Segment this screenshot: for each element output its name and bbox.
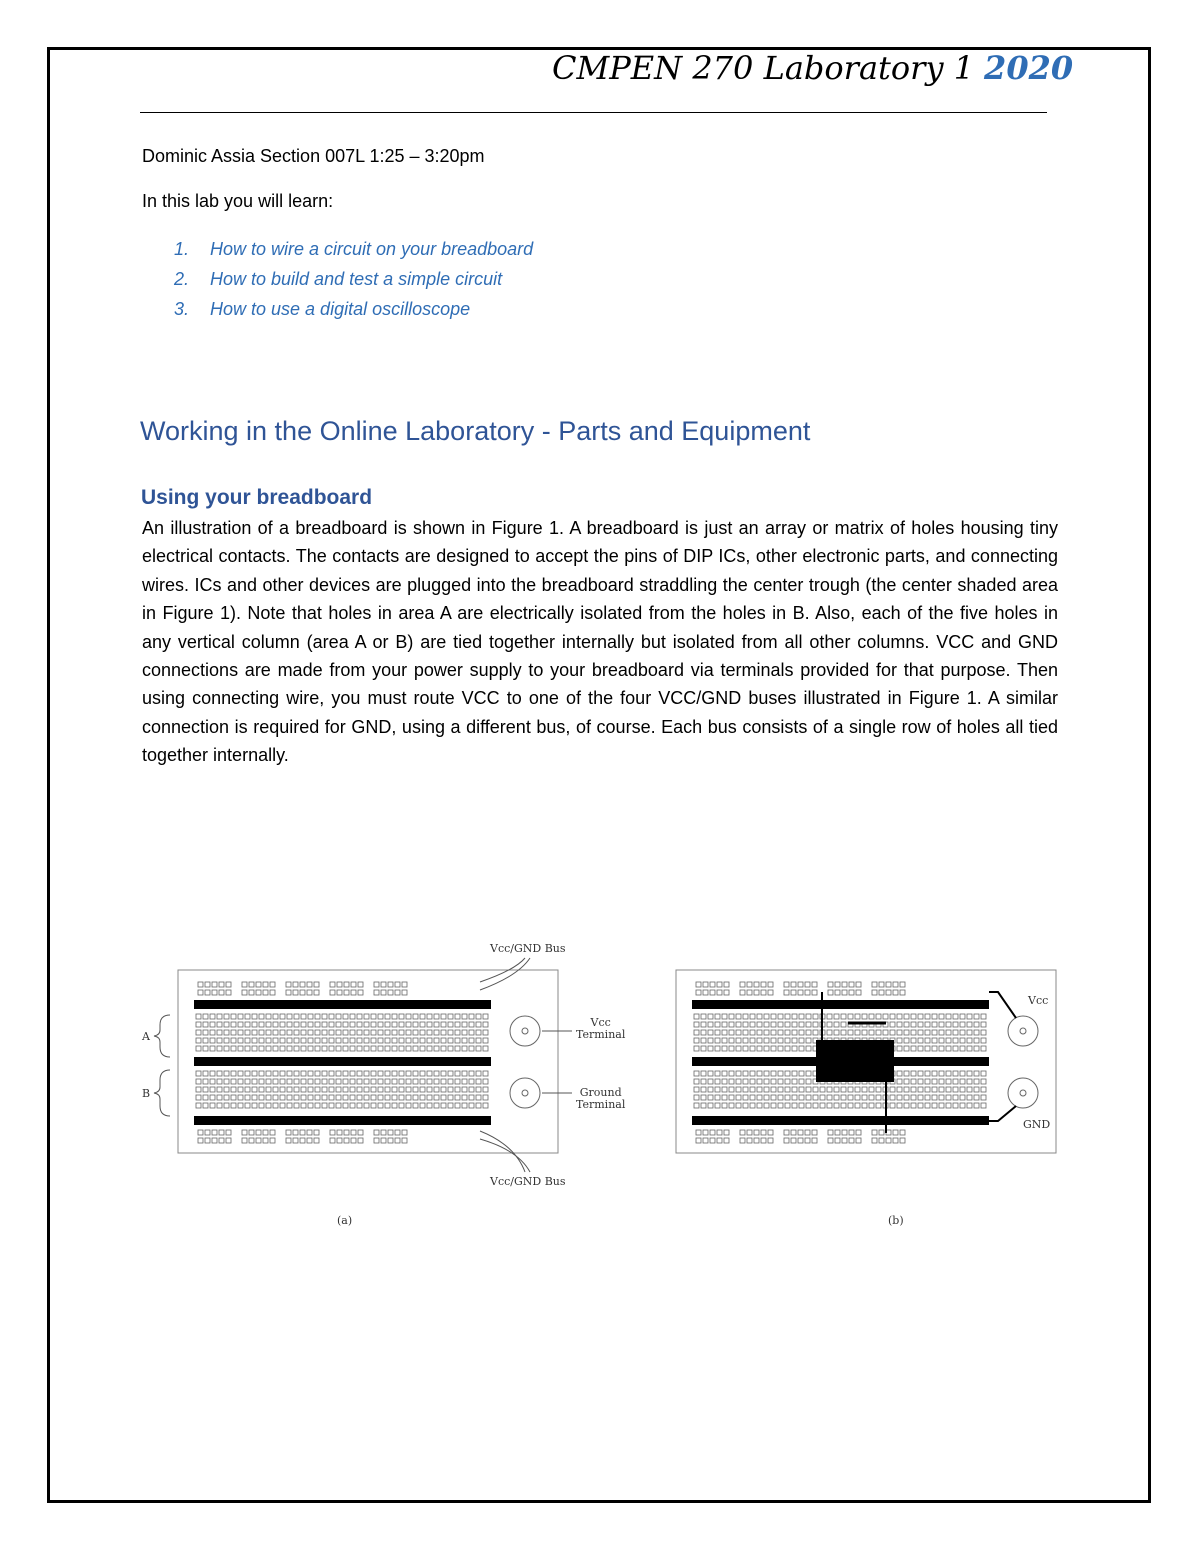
brace-a (154, 1015, 170, 1057)
bus-label-bottom: Vcc/GND Bus (490, 1175, 566, 1188)
author-line: Dominic Assia Section 007L 1:25 – 3:20pm (142, 146, 485, 166)
caption-a: (a) (337, 1214, 353, 1227)
board-a-top-bus-bar (194, 1000, 491, 1009)
vcc-label: Vcc (1028, 994, 1049, 1007)
page-title: CMPEN 270 Laboratory 1 2020 (552, 49, 1074, 87)
ground-terminal-label: Ground Terminal (576, 1086, 626, 1111)
vcc-terminal-label: Vcc Terminal (576, 1016, 626, 1041)
intro-text: In this lab you will learn: (142, 191, 334, 211)
caption-b: (b) (888, 1214, 904, 1227)
breadboard-illustration (130, 930, 1070, 1240)
board-b-bottom-bus-bar (692, 1116, 989, 1125)
brace-b (154, 1070, 170, 1116)
header-rule (140, 112, 1047, 113)
section-heading: Working in the Online Laboratory - Parts and Equipment (140, 416, 811, 446)
board-a-center-trough (194, 1057, 491, 1066)
area-b-label: B (142, 1087, 151, 1100)
area-a-label: A (142, 1030, 150, 1043)
breadboard-figure (130, 930, 1070, 1240)
list-item: 3. How to use a digital oscilloscope (174, 299, 471, 319)
list-item: 1. How to wire a circuit on your breadboard (174, 239, 534, 259)
board-a-bottom-bus-bar (194, 1116, 491, 1125)
objectives-list (174, 234, 533, 324)
subsection-heading: Using your breadboard (141, 486, 373, 509)
title-year: 2020 (984, 49, 1074, 87)
gnd-label: GND (1023, 1118, 1051, 1131)
board-b-top-bus-bar (692, 1000, 989, 1009)
board-b-ic-chip (816, 1040, 894, 1082)
list-item: 2. How to build and test a simple circuit (174, 269, 503, 289)
bus-label-top: Vcc/GND Bus (490, 942, 566, 955)
body-paragraph: An illustration of a breadboard is shown in Figure 1. A breadboard is just an array or matrix of holes housing tiny electrical contacts. The contacts are designed to accept the pins of DIP ICs, other electronic parts, and connecting wires. ICs and other devices are plugged into the breadboard straddling the center trough (the center shaded area in Figure 1). Note that holes in area A are electrically isolated from the holes in B. Also, each of the five holes in any vertical column (area A or B) are tied together internally but isolated from all other columns. VCC and GND connections are made from your power supply to your breadboard via terminals provided for that purpose. Then using connecting wire, you must route VCC to one of the four VCC/GND buses illustrated in Figure 1. A similar connection is required for GND, using a different bus, of course. Each bus consists of a single row of holes all tied together internally. (142, 518, 1058, 766)
